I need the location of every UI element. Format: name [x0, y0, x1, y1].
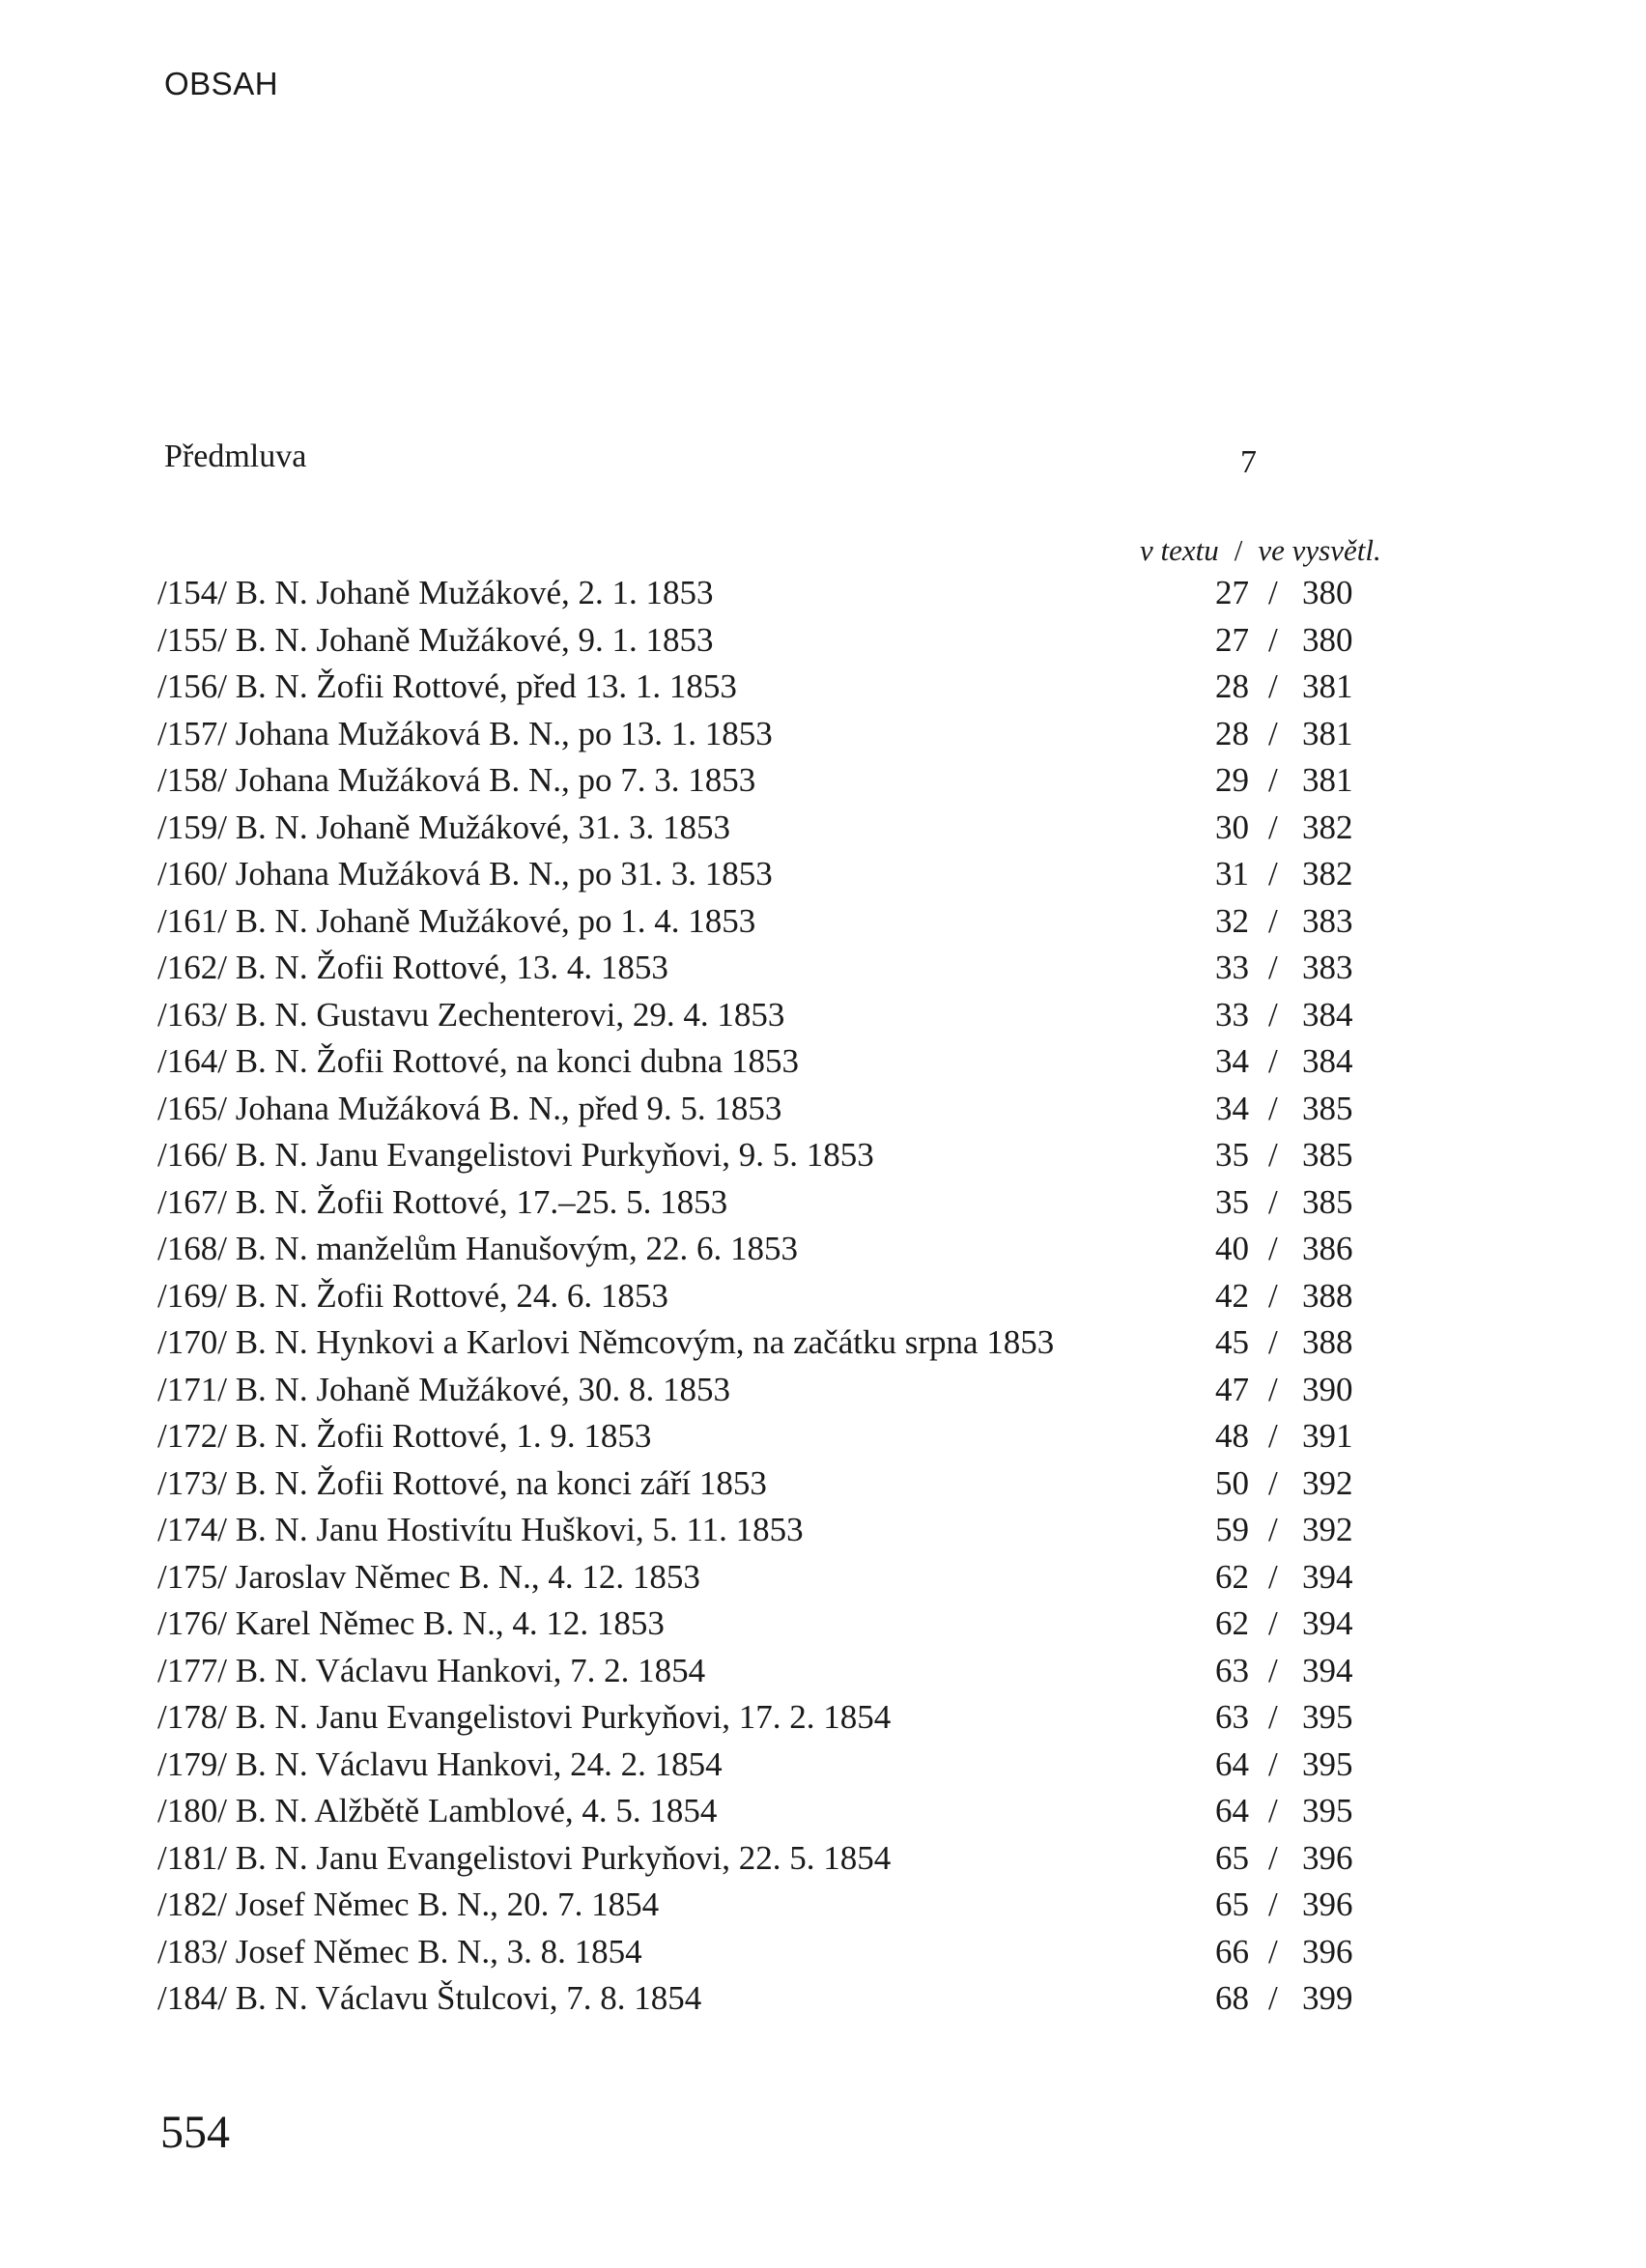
toc-entry-page-notes: 380 [1302, 574, 1353, 611]
toc-entry-title: /174/ B. N. Janu Hostivítu Huškovi, 5. 11. 1853 [157, 1511, 804, 1548]
toc-entry-page-notes: 394 [1302, 1604, 1353, 1642]
toc-entry [157, 570, 1471, 617]
toc-entry-page-text: 65 [1215, 1838, 1249, 1877]
toc-entry-separator: / [1268, 949, 1278, 986]
toc-entry-separator: / [1268, 1557, 1278, 1596]
toc-entry-page-notes: 395 [1302, 1698, 1353, 1736]
column-header-separator: / [1234, 533, 1243, 567]
toc-entry-title: /179/ B. N. Václavu Hankovi, 24. 2. 1854 [157, 1744, 723, 1783]
toc-entry-page-notes: 396 [1302, 1932, 1353, 1970]
toc-entry-page-notes: 395 [1302, 1744, 1353, 1783]
toc-entry-page-text: 33 [1215, 995, 1249, 1034]
toc-entry [157, 1929, 1471, 1976]
toc-entry-page-text: 64 [1215, 1744, 1249, 1783]
toc-entry [157, 1882, 1471, 1929]
toc-entry-separator: / [1268, 901, 1278, 940]
toc-entry-page-text: 62 [1215, 1604, 1249, 1642]
toc-entry-page-notes: 383 [1302, 949, 1353, 986]
toc-entry-page-notes: 390 [1302, 1370, 1353, 1408]
toc-entry [157, 1694, 1471, 1742]
toc-entry-separator: / [1268, 1463, 1278, 1502]
toc-entry-title: /158/ Johana Mužáková B. N., po 7. 3. 1853 [157, 761, 756, 799]
toc-entry-separator: / [1268, 1089, 1278, 1127]
toc-entry-page-notes: 392 [1302, 1511, 1353, 1548]
toc-entry-title: /157/ Johana Mužáková B. N., po 13. 1. 1853 [157, 714, 773, 752]
toc-entry [157, 1835, 1471, 1883]
toc-entry-page-text: 63 [1215, 1698, 1249, 1736]
toc-entry [157, 1132, 1471, 1179]
toc-entry-page-notes: 380 [1302, 620, 1353, 659]
toc-entry-page-text: 35 [1215, 1182, 1249, 1221]
toc-entry-page-text: 29 [1215, 761, 1249, 799]
toc-entry-title: /155/ B. N. Johaně Mužákové, 9. 1. 1853 [157, 620, 714, 659]
toc-entry [157, 992, 1471, 1039]
toc-entry-title: /172/ B. N. Žofii Rottové, 1. 9. 1853 [157, 1417, 652, 1455]
toc-entry-separator: / [1268, 1230, 1278, 1267]
toc-entry [157, 1273, 1471, 1320]
column-header-notes: ve vysvětl. [1258, 533, 1381, 567]
toc-entry-separator: / [1268, 855, 1278, 893]
toc-entry [157, 1975, 1471, 2023]
toc-entry-page-text: 47 [1215, 1370, 1249, 1408]
toc-entry-separator: / [1268, 1885, 1278, 1923]
toc-entry-page-notes: 392 [1302, 1463, 1353, 1502]
toc-entry-page-notes: 391 [1302, 1417, 1353, 1455]
toc-entry-page-notes: 382 [1302, 808, 1353, 846]
toc-entry-page-notes: 381 [1302, 667, 1353, 705]
page-number: 554 [160, 2107, 230, 2158]
toc-entry [157, 757, 1471, 805]
toc-entry-page-text: 27 [1215, 620, 1249, 659]
toc-entry-separator: / [1268, 1792, 1278, 1829]
toc-entry-separator: / [1268, 995, 1278, 1034]
toc-entry [157, 1648, 1471, 1695]
toc-entry-title: /178/ B. N. Janu Evangelistovi Purkyňovi, 17. 2. 1854 [157, 1698, 892, 1736]
toc-entry-separator: / [1268, 1042, 1278, 1080]
section-title: OBSAH [164, 66, 279, 101]
toc-entry-title: /156/ B. N. Žofii Rottové, před 13. 1. 1853 [157, 667, 737, 705]
toc-entry-title: /175/ Jaroslav Němec B. N., 4. 12. 1853 [157, 1557, 700, 1596]
toc-entry-page-text: 35 [1215, 1136, 1249, 1174]
toc-entry-title: /154/ B. N. Johaně Mužákové, 2. 1. 1853 [157, 574, 714, 611]
toc-entry-separator: / [1268, 574, 1278, 611]
toc-entry [157, 1507, 1471, 1554]
toc-entry-separator: / [1268, 1744, 1278, 1783]
toc-entry-separator: / [1268, 1370, 1278, 1408]
toc-entry-page-text: 65 [1215, 1885, 1249, 1923]
preface-page: 7 [1240, 444, 1257, 480]
toc-entry-page-text: 45 [1215, 1323, 1249, 1361]
toc-entry-title: /176/ Karel Němec B. N., 4. 12. 1853 [157, 1604, 665, 1642]
toc-entry-page-notes: 395 [1302, 1792, 1353, 1829]
toc-entry [157, 1460, 1471, 1508]
toc-entry [157, 1179, 1471, 1227]
toc-entry [157, 851, 1471, 898]
preface-label: Předmluva [164, 439, 307, 474]
toc-entry-title: /180/ B. N. Alžbětě Lamblové, 4. 5. 1854 [157, 1792, 718, 1829]
toc-entry-page-text: 59 [1215, 1511, 1249, 1548]
toc-entry-page-text: 33 [1215, 949, 1249, 986]
toc-entry [157, 1038, 1471, 1086]
toc-entry-page-notes: 394 [1302, 1557, 1353, 1596]
toc-entry-separator: / [1268, 1511, 1278, 1548]
toc-entry-separator: / [1268, 1276, 1278, 1315]
toc-entry-title: /161/ B. N. Johaně Mužákové, po 1. 4. 1853 [157, 901, 756, 940]
toc-entry-page-text: 34 [1215, 1089, 1249, 1127]
toc-entry-title: /165/ Johana Mužáková B. N., před 9. 5. 1853 [157, 1089, 782, 1127]
toc-entry-page-notes: 385 [1302, 1182, 1353, 1221]
toc-entry-page-notes: 384 [1302, 995, 1353, 1034]
toc-entry-page-notes: 385 [1302, 1136, 1353, 1174]
toc-entry-title: /169/ B. N. Žofii Rottové, 24. 6. 1853 [157, 1276, 668, 1315]
toc-entry-page-notes: 384 [1302, 1042, 1353, 1080]
toc-entry [157, 1226, 1471, 1273]
toc-entry-separator: / [1268, 1604, 1278, 1642]
toc-entry-page-text: 50 [1215, 1463, 1249, 1502]
toc-entry-separator: / [1268, 808, 1278, 846]
toc-entry [157, 1086, 1471, 1133]
toc-entry-separator: / [1268, 1838, 1278, 1877]
toc-entry-title: /168/ B. N. manželům Hanušovým, 22. 6. 1853 [157, 1230, 799, 1267]
toc-entry-page-text: 42 [1215, 1276, 1249, 1315]
toc-entry-page-text: 34 [1215, 1042, 1249, 1080]
toc-entry-page-text: 63 [1215, 1651, 1249, 1689]
toc-entry-page-notes: 382 [1302, 855, 1353, 893]
toc-entry [157, 1319, 1471, 1367]
toc-entry-separator: / [1268, 1182, 1278, 1221]
toc-entry-title: /163/ B. N. Gustavu Zechenterovi, 29. 4. 1853 [157, 995, 785, 1034]
toc-entry-page-text: 68 [1215, 1979, 1249, 2017]
toc-entry-page-notes: 381 [1302, 761, 1353, 799]
toc-entry [157, 1788, 1471, 1835]
toc-entry-separator: / [1268, 761, 1278, 799]
toc-entry-page-text: 40 [1215, 1230, 1249, 1267]
toc-entry-separator: / [1268, 1932, 1278, 1970]
toc-entry-page-text: 48 [1215, 1417, 1249, 1455]
toc-entry-title: /184/ B. N. Václavu Štulcovi, 7. 8. 1854 [157, 1979, 702, 2017]
toc-entry [157, 1742, 1471, 1789]
toc-entry-page-text: 66 [1215, 1932, 1249, 1970]
toc-entry-page-text: 27 [1215, 574, 1249, 611]
toc-entry-separator: / [1268, 1136, 1278, 1174]
toc-entry-page-notes: 388 [1302, 1276, 1353, 1315]
toc-entry-page-text: 28 [1215, 667, 1249, 705]
toc-entry-page-text: 28 [1215, 714, 1249, 752]
toc-entry-page-notes: 388 [1302, 1323, 1353, 1361]
toc-entry [157, 1413, 1471, 1460]
toc-entry-page-text: 32 [1215, 901, 1249, 940]
toc-entry-page-notes: 386 [1302, 1230, 1353, 1267]
toc-entry-page-notes: 383 [1302, 901, 1353, 940]
toc-entry-title: /177/ B. N. Václavu Hankovi, 7. 2. 1854 [157, 1651, 706, 1689]
toc-entry-title: /162/ B. N. Žofii Rottové, 13. 4. 1853 [157, 949, 668, 986]
toc-entry-title: /166/ B. N. Janu Evangelistovi Purkyňovi, 9. 5. 1853 [157, 1136, 874, 1174]
toc-entry-title: /170/ B. N. Hynkovi a Karlovi Němcovým, na začátku srpna 1853 [157, 1323, 1055, 1361]
toc-entry-title: /181/ B. N. Janu Evangelistovi Purkyňovi, 22. 5. 1854 [157, 1838, 892, 1877]
toc-entry-separator: / [1268, 1979, 1278, 2017]
toc-entry-page-notes: 394 [1302, 1651, 1353, 1689]
toc-entry-title: /160/ Johana Mužáková B. N., po 31. 3. 1853 [157, 855, 773, 893]
toc-entry [157, 1554, 1471, 1602]
toc-entry-title: /159/ B. N. Johaně Mužákové, 31. 3. 1853 [157, 808, 730, 846]
toc-entry-separator: / [1268, 620, 1278, 659]
toc-entry-title: /183/ Josef Němec B. N., 3. 8. 1854 [157, 1932, 642, 1970]
toc-entry-page-notes: 396 [1302, 1838, 1353, 1877]
toc-entry-page-notes: 385 [1302, 1089, 1353, 1127]
toc-entry-separator: / [1268, 1651, 1278, 1689]
toc-entry-title: /182/ Josef Němec B. N., 20. 7. 1854 [157, 1885, 660, 1923]
toc-entry-title: /173/ B. N. Žofii Rottové, na konci září 1853 [157, 1463, 767, 1502]
toc-entry-page-notes: 381 [1302, 714, 1353, 752]
toc-entry [157, 945, 1471, 992]
column-header [1140, 533, 1381, 568]
toc-entry [157, 664, 1471, 711]
toc-entry [157, 898, 1471, 946]
toc-entry-title: /167/ B. N. Žofii Rottové, 17.–25. 5. 1853 [157, 1182, 728, 1221]
toc-entry-separator: / [1268, 1323, 1278, 1361]
toc-entry-page-text: 30 [1215, 808, 1249, 846]
toc-entry-page-text: 62 [1215, 1557, 1249, 1596]
toc-entry-separator: / [1268, 1417, 1278, 1455]
toc-entry-separator: / [1268, 1698, 1278, 1736]
column-header-text: v textu [1140, 533, 1219, 567]
toc-entry [157, 805, 1471, 852]
toc-entry-page-text: 64 [1215, 1792, 1249, 1829]
toc-entry [157, 1367, 1471, 1414]
toc-entry-separator: / [1268, 714, 1278, 752]
toc-entry-title: /171/ B. N. Johaně Mužákové, 30. 8. 1853 [157, 1370, 730, 1408]
toc-entry [157, 617, 1471, 665]
toc-entry [157, 711, 1471, 758]
toc-entry-page-text: 31 [1215, 855, 1249, 893]
toc-entry-separator: / [1268, 667, 1278, 705]
toc-entry-page-notes: 399 [1302, 1979, 1353, 2017]
toc-entry [157, 1601, 1471, 1648]
toc-entry-page-notes: 396 [1302, 1885, 1353, 1923]
toc-list [157, 570, 1471, 2023]
toc-entry-title: /164/ B. N. Žofii Rottové, na konci dubna 1853 [157, 1042, 799, 1080]
